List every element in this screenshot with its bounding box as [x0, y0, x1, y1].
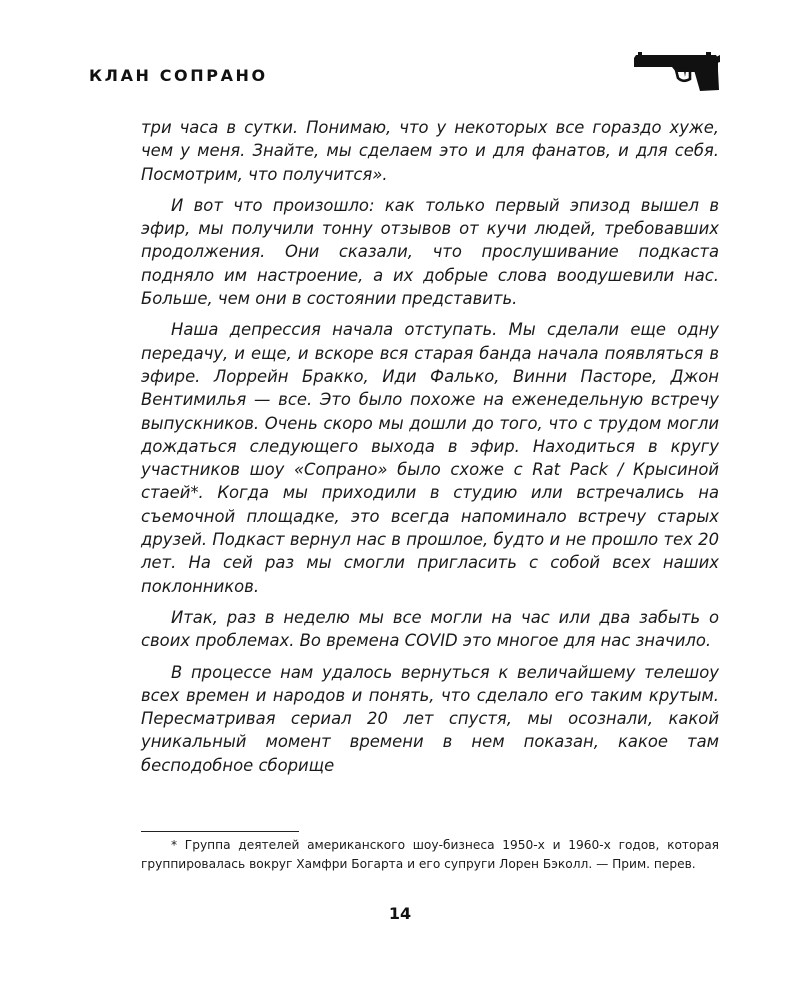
paragraph: Наша депрессия начала отступать. Мы сделали еще одну передачу, и еще, и вскоре вся старая банда начала появляться в эфире. Лоррейн Бракко, Иди Фалько, Винни Пасторе, Джон Вентимилья — все. Это было похоже на еженедельную встречу выпускников. Очень скоро мы дошли до того, что с трудом могли дождаться следующего выхода в эфир. Находиться в кругу участников шоу «Сопрано» было схоже с Rat Pack / Крысиной стаей*. Когда мы приходили в студию или встречались на съемочной площадке, это всегда напоминало встречу старых друзей. Подкаст вернул нас в прошлое, будто и не прошло тех 20 лет. На сей раз мы смогли пригласить с собой всех наших поклонников.: [141, 320, 719, 596]
main-text: [141, 116, 719, 785]
footnote: [141, 836, 719, 874]
paragraph: В процессе нам удалось вернуться к величайшему телешоу всех времен и народов и понять, что сделало его таким крутым. Пересматривая сериал 20 лет спустя, мы осознали, какой уникальный момент времени в нем показан, какое там бесподобное сборище: [141, 662, 719, 775]
page-number: 14: [388, 904, 412, 923]
pistol-icon: [632, 50, 720, 92]
paragraph: три часа в сутки. Понимаю, что у некоторых все гораздо хуже, чем у меня. Знайте, мы сделаем это и для фанатов, и для себя. Посмотрим, что получится».: [141, 118, 719, 184]
paragraph: И вот что произошло: как только первый эпизод вышел в эфир, мы получили тонну отзывов от кучи людей, требовавших продолжения. Они сказали, что прослушивание подкаста подняло им настроение, а их добрые слова воодушевили нас. Больше, чем они в состоянии представить.: [141, 195, 719, 309]
footnote-divider: [141, 831, 299, 832]
running-head-title: КЛАН СОПРАНО: [89, 66, 268, 85]
footnote-text: * Группа деятелей американского шоу-бизнеса 1950-х и 1960-х годов, которая группировалась вокруг Хамфри Богарта и его супруги Лорен Бэколл. — Прим. перев.: [141, 838, 719, 871]
paragraph: Итак, раз в неделю мы все могли на час или два забыть о своих проблемах. Во времена COVID это многое для нас значило.: [141, 607, 719, 651]
